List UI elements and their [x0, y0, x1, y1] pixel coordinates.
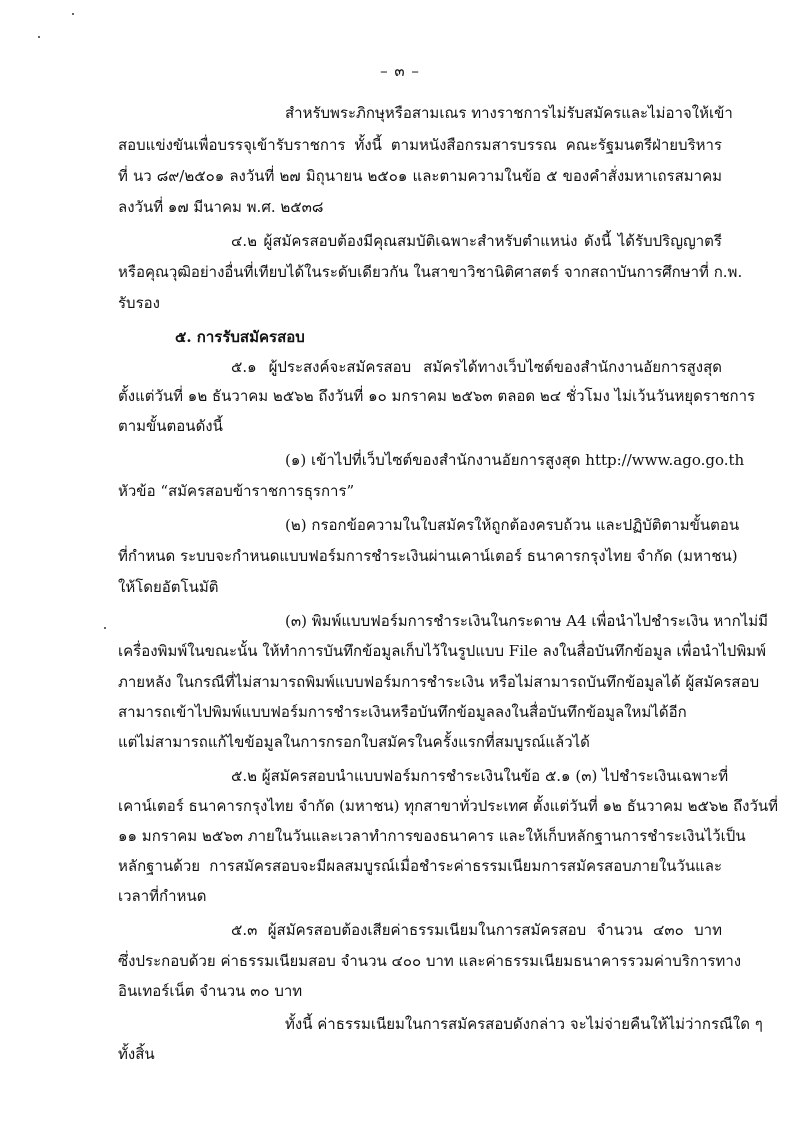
section-5-heading: ๕. การรับสมัครสอบ [175, 328, 305, 346]
section-4-2-line-2: หรือคุณวุฒิอย่างอื่นที่เทียบได้ในระดับเดียวกัน ในสาขาวิชานิติศาสตร์ จากสถาบันการศึกษาที่ ก.พ. [118, 263, 743, 281]
fee-note-line-2: ทั้งสิ้น [118, 1045, 155, 1063]
section-4-2-line-3: รับรอง [118, 294, 160, 312]
step-2-line-3: ให้โดยอัตโนมัติ [118, 578, 219, 596]
fee-note-line-1: ทั้งนี้ ค่าธรรมเนียมในการสมัครสอบดังกล่าว จะไม่จ่ายคืนให้ไม่ว่ากรณีใด ๆ [285, 1015, 763, 1033]
section-5-2-line-3: ๑๑ มกราคม ๒๕๖๓ ภายในวันและเวลาทำการของธนาคาร และให้เก็บหลักฐานการชำระเงินไว้เป็น [118, 827, 746, 845]
step-2-line-1: (๒) กรอกข้อความในใบสมัครให้ถูกต้องครบถ้วน และปฏิบัติตามขั้นตอน [285, 516, 740, 534]
section-5-2-line-4: หลักฐานด้วย การสมัครสอบจะมีผลสมบูรณ์เมื่อชำระค่าธรรมเนียมการสมัครสอบภายในวันและ [118, 857, 722, 875]
section-5-2-line-1: ๕.๒ ผู้สมัครสอบนำแบบฟอร์มการชำระเงินในข้อ ๕.๑ (๓) ไปชำระเงินเฉพาะที่ [231, 767, 729, 785]
section-5-2-line-5: เวลาที่กำหนด [118, 887, 207, 905]
section-4-2-line-1: ๔.๒ ผู้สมัครสอบต้องมีคุณสมบัติเฉพาะสำหรับตำแหน่ง ดังนี้ ได้รับปริญญาตรี [231, 232, 722, 250]
section-5-3-line-2: ซึ่งประกอบด้วย ค่าธรรมเนียมสอบ จำนวน ๔๐๐ บาท และค่าธรรมเนียมธนาคารรวมค่าบริการทาง [118, 952, 742, 970]
step-3-line-2: เครื่องพิมพ์ในขณะนั้น ให้ทำการบันทึกข้อมูลเก็บไว้ในรูปแบบ File ลงในสื่อบันทึกข้อมูล เพื่อนำไปพิมพ์ [118, 642, 766, 660]
scan-speck [38, 36, 40, 38]
section-5-1-line-1: ๕.๑ ผู้ประสงค์จะสมัครสอบ สมัครได้ทางเว็บไซต์ของสำนักงานอัยการสูงสุด [231, 358, 722, 376]
section-5-1-line-2: ตั้งแต่วันที่ ๑๒ ธันวาคม ๒๕๖๒ ถึงวันที่ ๑๐ มกราคม ๒๕๖๓ ตลอด ๒๔ ชั่วโมง ไม่เว้นวันหยุดราชการ [118, 387, 756, 405]
section-5-1-line-3: ตามขั้นตอนดังนี้ [118, 417, 223, 435]
step-3-line-1: (๓) พิมพ์แบบฟอร์มการชำระเงินในกระดาษ A4 เพื่อนำไปชำระเงิน หากไม่มี [285, 612, 769, 630]
section-5-3-line-3: อินเทอร์เน็ต จำนวน ๓๐ บาท [118, 982, 303, 1000]
intro-line-2: สอบแข่งขันเพื่อบรรจุเข้ารับราชการ ทั้งนี้ ตามหนังสือกรมสารบรรณ คณะรัฐมนตรีฝ่ายบริหาร [118, 136, 722, 154]
step-3-line-5: แต่ไม่สามารถแก้ไขข้อมูลในการกรอกใบสมัครในครั้งแรกที่สมบูรณ์แล้วได้ [118, 733, 590, 751]
intro-line-1: สำหรับพระภิกษุหรือสามเณร ทางราชการไม่รับสมัครและไม่อาจให้เข้า [285, 104, 733, 122]
section-5-2-line-2: เคาน์เตอร์ ธนาคารกรุงไทย จำกัด (มหาชน) ทุกสาขาทั่วประเทศ ตั้งแต่วันที่ ๑๒ ธันวาคม ๒๕๖๒ ถึงวันที่ [118, 797, 779, 815]
intro-line-3: ที่ นว ๘๙/๒๕๐๑ ลงวันที่ ๒๗ มิถุนายน ๒๕๐๑ และตามความในข้อ ๕ ของคำสั่งมหาเถรสมาคม [118, 167, 722, 185]
page-number: – ๓ – [380, 62, 420, 80]
scan-speck [104, 627, 106, 629]
intro-line-4: ลงวันที่ ๑๗ มีนาคม พ.ศ. ๒๕๓๘ [118, 198, 324, 216]
step-3-line-3: ภายหลัง ในกรณีที่ไม่สามารถพิมพ์แบบฟอร์มการชำระเงิน หรือไม่สามารถบันทึกข้อมูลได้ ผู้สมัครสอบ [118, 673, 760, 691]
step-3-line-4: สามารถเข้าไปพิมพ์แบบฟอร์มการชำระเงินหรือบันทึกข้อมูลลงในสื่อบันทึกข้อมูลใหม่ได้อีก [118, 703, 687, 721]
step-1-line-1: (๑) เข้าไปที่เว็บไซต์ของสำนักงานอัยการสูงสุด http://www.ago.go.th [285, 451, 745, 469]
scan-speck [72, 13, 74, 15]
step-1-line-2: หัวข้อ “สมัครสอบข้าราชการธุรการ” [118, 482, 355, 500]
section-5-3-line-1: ๕.๓ ผู้สมัครสอบต้องเสียค่าธรรมเนียมในการสมัครสอบ จำนวน ๔๓๐ บาท [231, 921, 722, 939]
step-2-line-2: ที่กำหนด ระบบจะกำหนดแบบฟอร์มการชำระเงินผ่านเคาน์เตอร์ ธนาคารกรุงไทย จำกัด (มหาชน) [118, 547, 738, 565]
